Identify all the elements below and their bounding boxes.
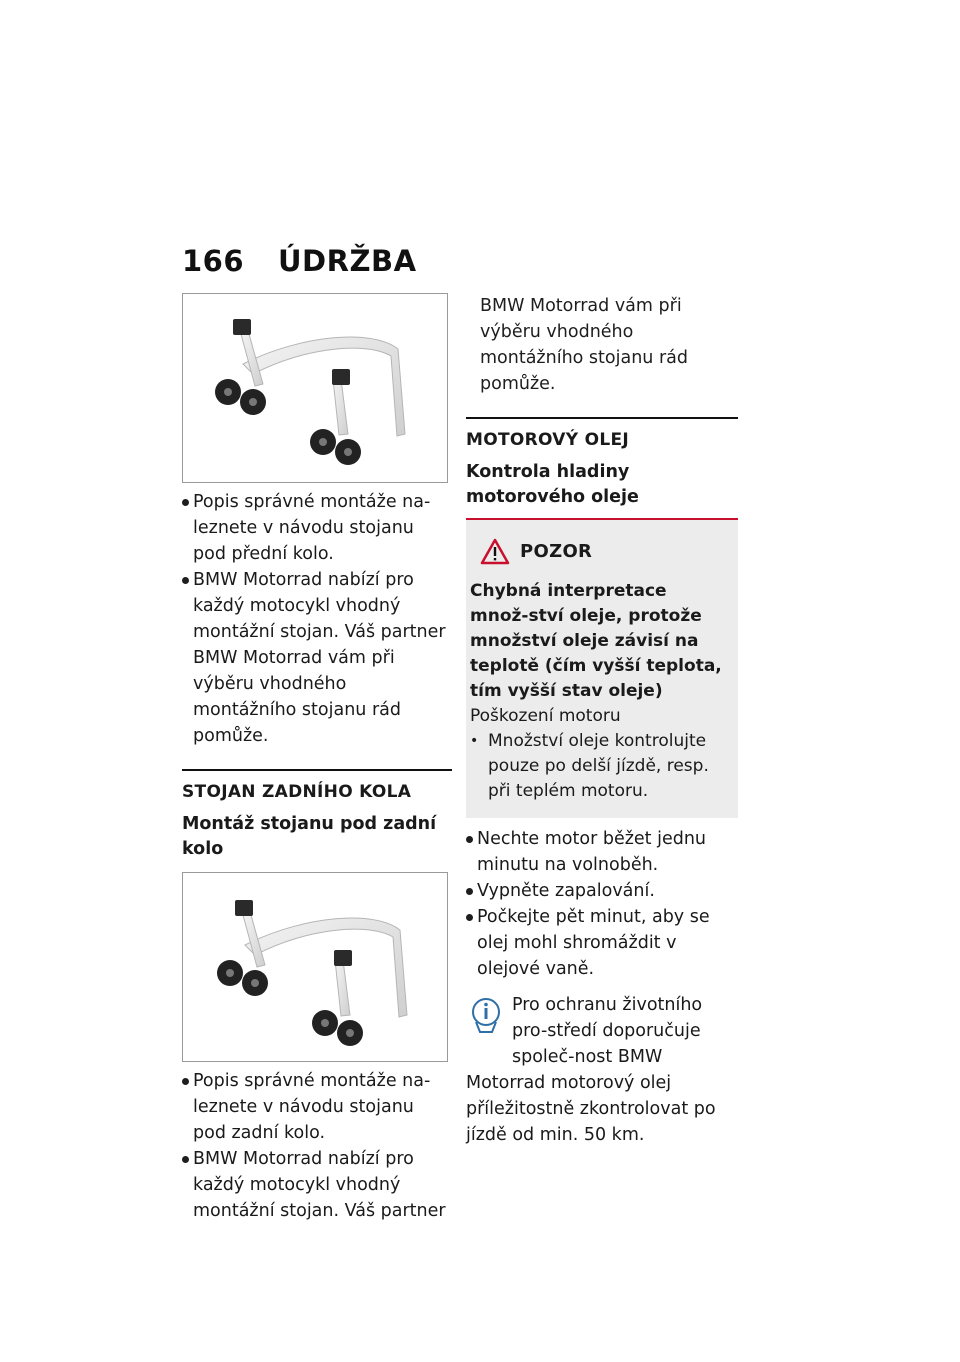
chapter-title: ÚDRŽBA [278,244,417,278]
rear-stand-section-heading: STOJAN ZADNÍHO KOLA [182,769,452,802]
rear-stand-sub-heading: Montáž stojanu pod zadní kolo [182,814,437,859]
rear-stand-notes [182,1068,452,1224]
front-stand-figure [182,293,448,483]
list-item: Popis správné montáže na-leznete v návodu stojanu pod přední kolo. [182,489,452,567]
rear-stand-figure [182,872,448,1062]
list-item: • Množství oleje kontrolujte pouze po delší jízdě, resp. při teplém motoru. [470,729,728,804]
front-stand-notes [182,489,452,749]
front-stand-illustration [183,294,447,482]
info-note [466,992,738,1148]
left-column [182,293,452,1224]
list-item: Vypněte zapalování. [466,878,738,904]
warning-consequence: Poškození motoru [470,706,621,726]
rear-stand-illustration [183,873,447,1061]
list-item: BMW Motorrad nabízí pro každý motocykl vhodný montážní stojan. Váš partner BMW Motorrad vám při výběru vhodného montážního stojanu rád pomůže. [182,567,452,749]
continued-text: BMW Motorrad vám při výběru vhodného montážního stojanu rád pomůže. [480,296,688,394]
page-header [182,244,417,278]
engine-oil-section-heading: MOTOROVÝ OLEJ [466,417,738,450]
oil-level-sub-heading: Kontrola hladiny motorového oleje [466,462,639,507]
info-text: Pro ochranu životního pro-středí doporučuje společ-nost BMW Motorrad motorový olej příležitostně zkontrolovat po jízdě od min. 50 km. [466,995,716,1145]
page-number: 166 [182,244,245,278]
oil-check-steps [466,826,738,982]
warning-triangle-icon [480,538,510,565]
info-icon [466,996,506,1052]
warning-header [480,538,728,565]
list-item: Počkejte pět minut, aby se olej mohl shromáždit v olejové vaně. [466,904,738,982]
warning-box [466,518,738,818]
list-item: BMW Motorrad nabízí pro každý motocykl vhodný montážní stojan. Váš partner [182,1146,452,1224]
list-item: Nechte motor běžet jednu minutu na volnoběh. [466,826,738,878]
warning-actions [470,729,728,804]
list-item: Popis správné montáže na-leznete v návodu stojanu pod zadní kolo. [182,1068,452,1146]
right-column [466,293,738,1148]
warning-title: POZOR [520,541,593,562]
warning-cause: Chybná interpretace množ-ství oleje, protože množství oleje závisí na teplotě (čím vyšší teplota, tím vyšší stav oleje) [470,581,722,701]
